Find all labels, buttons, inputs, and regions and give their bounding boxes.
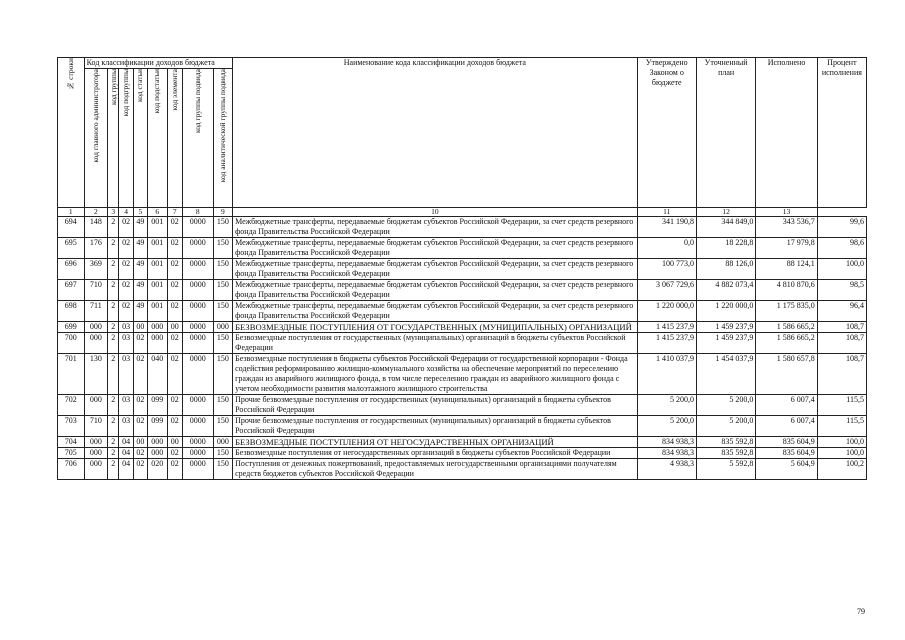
cell-code-subgroup: 03 (119, 333, 133, 354)
cell-percent: 108,7 (817, 354, 866, 395)
cell-code-element: 02 (167, 354, 182, 395)
column-number: 7 (167, 208, 182, 217)
cell-code-subtype-group: 0000 (182, 280, 213, 301)
cell-percent: 100,0 (817, 437, 866, 448)
cell-code-article: 00 (133, 437, 147, 448)
cell-row-number: 703 (58, 416, 85, 437)
table-row (58, 322, 867, 333)
cell-plan: 5 200,0 (696, 416, 755, 437)
header-percent: Процент исполнения (817, 58, 866, 208)
header-code-subgroup: код подгруппы (119, 69, 133, 208)
cell-code-group: 2 (108, 280, 119, 301)
cell-code-admin: 000 (84, 448, 108, 459)
cell-name: Межбюджетные трансферты, передаваемые бюджетам субъектов Российской Федерации, за счет средств резервного фонда Правительства Российской Федерации (233, 280, 637, 301)
cell-plan: 5 592,8 (696, 459, 755, 480)
cell-percent: 115,5 (817, 395, 866, 416)
cell-code-analytic-group: 150 (213, 416, 233, 437)
cell-code-group: 2 (108, 322, 119, 333)
header-code-subarticle: код подстатьи (148, 69, 167, 208)
cell-row-number: 702 (58, 395, 85, 416)
cell-code-subgroup: 03 (119, 416, 133, 437)
column-number: 5 (133, 208, 147, 217)
column-number: 9 (213, 208, 233, 217)
cell-percent: 100,0 (817, 448, 866, 459)
cell-code-subarticle: 000 (148, 448, 167, 459)
cell-name: Безвозмездные поступления от негосударственных организаций в бюджеты субъектов Российской Федерации (233, 448, 637, 459)
cell-code-group: 2 (108, 416, 119, 437)
cell-code-admin: 711 (84, 301, 108, 322)
cell-executed: 343 536,7 (756, 217, 817, 238)
cell-code-admin: 000 (84, 333, 108, 354)
header-code-subtype-group: код группы подвида (182, 69, 213, 208)
cell-percent: 100,2 (817, 459, 866, 480)
table-row (58, 301, 867, 322)
cell-code-subarticle: 099 (148, 416, 167, 437)
column-number: 12 (696, 208, 755, 217)
cell-approved: 3 067 729,6 (637, 280, 696, 301)
cell-code-admin: 369 (84, 259, 108, 280)
cell-name: Межбюджетные трансферты, передаваемые бюджетам субъектов Российской Федерации, за счет средств резервного фонда Правительства Российской Федерации (233, 238, 637, 259)
cell-code-article: 02 (133, 448, 147, 459)
cell-row-number: 697 (58, 280, 85, 301)
cell-code-subgroup: 03 (119, 354, 133, 395)
cell-code-admin: 176 (84, 238, 108, 259)
cell-plan: 1 459 237,9 (696, 322, 755, 333)
cell-approved: 4 938,3 (637, 459, 696, 480)
cell-code-analytic-group: 150 (213, 333, 233, 354)
table-row (58, 333, 867, 354)
cell-code-article: 00 (133, 322, 147, 333)
cell-code-group: 2 (108, 395, 119, 416)
cell-percent: 108,7 (817, 333, 866, 354)
cell-code-subarticle: 000 (148, 333, 167, 354)
cell-code-element: 00 (167, 437, 182, 448)
table-row (58, 280, 867, 301)
cell-code-subarticle: 000 (148, 437, 167, 448)
column-number: 8 (182, 208, 213, 217)
cell-code-subarticle: 001 (148, 238, 167, 259)
cell-code-subarticle: 000 (148, 322, 167, 333)
cell-executed: 1 175 835,0 (756, 301, 817, 322)
cell-plan: 18 228,8 (696, 238, 755, 259)
cell-row-number: 704 (58, 437, 85, 448)
cell-approved: 341 190,8 (637, 217, 696, 238)
header-code-group-col: код группы (108, 69, 119, 208)
cell-plan: 88 126,0 (696, 259, 755, 280)
cell-code-analytic-group: 150 (213, 238, 233, 259)
cell-approved: 834 938,3 (637, 437, 696, 448)
cell-code-group: 2 (108, 301, 119, 322)
column-number: 3 (108, 208, 119, 217)
cell-executed: 1 580 657,8 (756, 354, 817, 395)
cell-row-number: 701 (58, 354, 85, 395)
cell-row-number: 696 (58, 259, 85, 280)
cell-code-group: 2 (108, 437, 119, 448)
cell-code-admin: 000 (84, 459, 108, 480)
cell-code-element: 02 (167, 448, 182, 459)
header-executed: Исполнено (756, 58, 817, 208)
column-numbers-row (58, 208, 867, 217)
cell-plan: 344 849,0 (696, 217, 755, 238)
cell-code-subarticle: 099 (148, 395, 167, 416)
cell-executed: 1 586 665,2 (756, 322, 817, 333)
cell-code-analytic-group: 150 (213, 395, 233, 416)
cell-row-number: 694 (58, 217, 85, 238)
cell-code-admin: 000 (84, 322, 108, 333)
cell-code-subgroup: 03 (119, 395, 133, 416)
cell-name: Поступления от денежных пожертвований, предоставляемых негосударственными организациями получателям средств бюджетов субъектов Российской Федерации (233, 459, 637, 480)
cell-code-group: 2 (108, 333, 119, 354)
cell-code-subarticle: 001 (148, 301, 167, 322)
column-number: 11 (637, 208, 696, 217)
cell-executed: 835 604,9 (756, 437, 817, 448)
cell-approved: 5 200,0 (637, 395, 696, 416)
header-code-element: код элемента (167, 69, 182, 208)
cell-code-article: 02 (133, 416, 147, 437)
table-row (58, 416, 867, 437)
header-row-number: № строки (58, 58, 85, 208)
cell-code-subtype-group: 0000 (182, 354, 213, 395)
header-name: Наименование кода классификации доходов бюджета (233, 58, 637, 208)
table-row (58, 259, 867, 280)
table-row (58, 437, 867, 448)
cell-code-analytic-group: 150 (213, 217, 233, 238)
cell-code-analytic-group: 150 (213, 448, 233, 459)
cell-code-article: 49 (133, 301, 147, 322)
cell-code-subtype-group: 0000 (182, 437, 213, 448)
header-code-group: Код классификации доходов бюджета (84, 58, 233, 69)
cell-executed: 835 604,9 (756, 448, 817, 459)
cell-name: Межбюджетные трансферты, передаваемые бюджетам субъектов Российской Федерации, за счет средств резервного фонда Правительства Российской Федерации (233, 217, 637, 238)
cell-code-article: 02 (133, 333, 147, 354)
cell-name: Межбюджетные трансферты, передаваемые бюджетам субъектов Российской Федерации, за счет средств резервного фонда Правительства Российской Федерации (233, 259, 637, 280)
cell-code-analytic-group: 000 (213, 322, 233, 333)
cell-percent: 96,4 (817, 301, 866, 322)
cell-code-subtype-group: 0000 (182, 333, 213, 354)
cell-row-number: 705 (58, 448, 85, 459)
cell-name: Прочие безвозмездные поступления от государственных (муниципальных) организаций в бюджеты субъектов Российской Федерации (233, 395, 637, 416)
cell-code-element: 02 (167, 259, 182, 280)
cell-code-subtype-group: 0000 (182, 301, 213, 322)
cell-code-subtype-group: 0000 (182, 395, 213, 416)
cell-code-analytic-group: 000 (213, 437, 233, 448)
column-number: 1 (58, 208, 85, 217)
cell-percent: 99,6 (817, 217, 866, 238)
cell-code-admin: 710 (84, 280, 108, 301)
cell-percent: 98,5 (817, 280, 866, 301)
cell-code-element: 00 (167, 322, 182, 333)
cell-executed: 5 604,9 (756, 459, 817, 480)
cell-approved: 1 220 000,0 (637, 301, 696, 322)
cell-code-admin: 130 (84, 354, 108, 395)
column-number: 13 (756, 208, 817, 217)
column-number: 6 (148, 208, 167, 217)
cell-code-subarticle: 001 (148, 217, 167, 238)
cell-code-element: 02 (167, 416, 182, 437)
cell-name: Межбюджетные трансферты, передаваемые бюджетам субъектов Российской Федерации, за счет средств резервного фонда Правительства Российской Федерации (233, 301, 637, 322)
budget-revenue-table (57, 57, 867, 480)
cell-plan: 5 200,0 (696, 395, 755, 416)
cell-code-article: 02 (133, 354, 147, 395)
header-plan: Уточненный план (696, 58, 755, 208)
cell-plan: 1 454 037,9 (696, 354, 755, 395)
table-body (58, 217, 867, 480)
cell-percent: 100,0 (817, 259, 866, 280)
cell-approved: 0,0 (637, 238, 696, 259)
cell-percent: 115,5 (817, 416, 866, 437)
cell-code-subarticle: 001 (148, 280, 167, 301)
cell-row-number: 706 (58, 459, 85, 480)
cell-code-subgroup: 02 (119, 217, 133, 238)
cell-code-article: 49 (133, 238, 147, 259)
cell-code-subtype-group: 0000 (182, 217, 213, 238)
cell-percent: 98,6 (817, 238, 866, 259)
cell-code-analytic-group: 150 (213, 301, 233, 322)
cell-code-subtype-group: 0000 (182, 416, 213, 437)
cell-code-admin: 000 (84, 437, 108, 448)
cell-percent: 108,7 (817, 322, 866, 333)
cell-name: Безвозмездные поступления от государственных (муниципальных) организаций в бюджеты субъектов Российской Федерации (233, 333, 637, 354)
cell-row-number: 700 (58, 333, 85, 354)
cell-name: БЕЗВОЗМЕЗДНЫЕ ПОСТУПЛЕНИЯ ОТ ГОСУДАРСТВЕННЫХ (МУНИЦИПАЛЬНЫХ) ОРГАНИЗАЦИЙ (233, 322, 637, 333)
cell-code-element: 02 (167, 395, 182, 416)
cell-code-admin: 000 (84, 395, 108, 416)
cell-approved: 5 200,0 (637, 416, 696, 437)
page-number: 79 (857, 607, 865, 616)
cell-code-group: 2 (108, 259, 119, 280)
cell-code-article: 02 (133, 395, 147, 416)
cell-code-article: 49 (133, 280, 147, 301)
cell-code-group: 2 (108, 448, 119, 459)
cell-plan: 835 592,8 (696, 448, 755, 459)
cell-approved: 834 938,3 (637, 448, 696, 459)
cell-code-subgroup: 02 (119, 301, 133, 322)
cell-code-subgroup: 02 (119, 238, 133, 259)
cell-plan: 4 882 073,4 (696, 280, 755, 301)
cell-code-element: 02 (167, 301, 182, 322)
cell-code-subgroup: 03 (119, 322, 133, 333)
column-number: 10 (233, 208, 637, 217)
cell-code-analytic-group: 150 (213, 259, 233, 280)
header-approved: Утверждено Законом о бюджете (637, 58, 696, 208)
cell-code-analytic-group: 150 (213, 280, 233, 301)
cell-code-subgroup: 02 (119, 280, 133, 301)
cell-plan: 1 220 000,0 (696, 301, 755, 322)
cell-executed: 1 586 665,2 (756, 333, 817, 354)
column-number: 2 (84, 208, 108, 217)
cell-code-article: 49 (133, 217, 147, 238)
cell-code-subtype-group: 0000 (182, 259, 213, 280)
cell-code-analytic-group: 150 (213, 459, 233, 480)
cell-row-number: 698 (58, 301, 85, 322)
cell-code-subtype-group: 0000 (182, 448, 213, 459)
cell-plan: 835 592,8 (696, 437, 755, 448)
cell-executed: 17 979,8 (756, 238, 817, 259)
cell-executed: 4 810 870,6 (756, 280, 817, 301)
table-row (58, 238, 867, 259)
cell-code-analytic-group: 150 (213, 354, 233, 395)
cell-code-subgroup: 02 (119, 259, 133, 280)
cell-code-subarticle: 020 (148, 459, 167, 480)
table-row (58, 354, 867, 395)
cell-code-article: 49 (133, 259, 147, 280)
cell-code-admin: 710 (84, 416, 108, 437)
cell-approved: 100 773,0 (637, 259, 696, 280)
cell-code-subgroup: 04 (119, 437, 133, 448)
column-number: 4 (119, 208, 133, 217)
cell-approved: 1 415 237,9 (637, 333, 696, 354)
cell-code-subtype-group: 0000 (182, 459, 213, 480)
cell-code-group: 2 (108, 217, 119, 238)
cell-code-element: 02 (167, 333, 182, 354)
cell-row-number: 695 (58, 238, 85, 259)
cell-executed: 6 007,4 (756, 395, 817, 416)
cell-plan: 1 459 237,9 (696, 333, 755, 354)
table-row (58, 448, 867, 459)
cell-code-element: 02 (167, 280, 182, 301)
cell-code-subgroup: 04 (119, 459, 133, 480)
cell-approved: 1 415 237,9 (637, 322, 696, 333)
cell-code-subtype-group: 0000 (182, 322, 213, 333)
cell-code-element: 02 (167, 459, 182, 480)
table-row (58, 395, 867, 416)
cell-code-element: 02 (167, 238, 182, 259)
cell-code-article: 02 (133, 459, 147, 480)
table-row (58, 217, 867, 238)
cell-code-admin: 148 (84, 217, 108, 238)
cell-code-group: 2 (108, 238, 119, 259)
cell-code-subarticle: 040 (148, 354, 167, 395)
cell-name: Прочие безвозмездные поступления от государственных (муниципальных) организаций в бюджеты субъектов Российской Федерации (233, 416, 637, 437)
cell-code-subtype-group: 0000 (182, 238, 213, 259)
table-row (58, 459, 867, 480)
cell-code-subgroup: 04 (119, 448, 133, 459)
cell-name: Безвозмездные поступления в бюджеты субъектов Российской Федерации от государственной корпорации - Фонда содействия реформированию жилищно-коммунального хозяйства на обеспечение мероприятий по переселению граждан из аварийного жилищного фонда, в том числе переселению граждан из аварийного жилищного фонда с учетом необходимости развития малоэтажного жилищного строительства (233, 354, 637, 395)
cell-row-number: 699 (58, 322, 85, 333)
cell-executed: 88 124,1 (756, 259, 817, 280)
cell-name: БЕЗВОЗМЕЗДНЫЕ ПОСТУПЛЕНИЯ ОТ НЕГОСУДАРСТВЕННЫХ ОРГАНИЗАЦИЙ (233, 437, 637, 448)
header-code-analytic-group: код аналитической группы подвида (213, 69, 233, 208)
header-code-admin: код главного администратора (84, 69, 108, 208)
cell-code-element: 02 (167, 217, 182, 238)
cell-code-group: 2 (108, 354, 119, 395)
cell-executed: 6 007,4 (756, 416, 817, 437)
cell-approved: 1 410 037,9 (637, 354, 696, 395)
cell-code-group: 2 (108, 459, 119, 480)
cell-code-subarticle: 001 (148, 259, 167, 280)
header-code-article: код статьи (133, 69, 147, 208)
